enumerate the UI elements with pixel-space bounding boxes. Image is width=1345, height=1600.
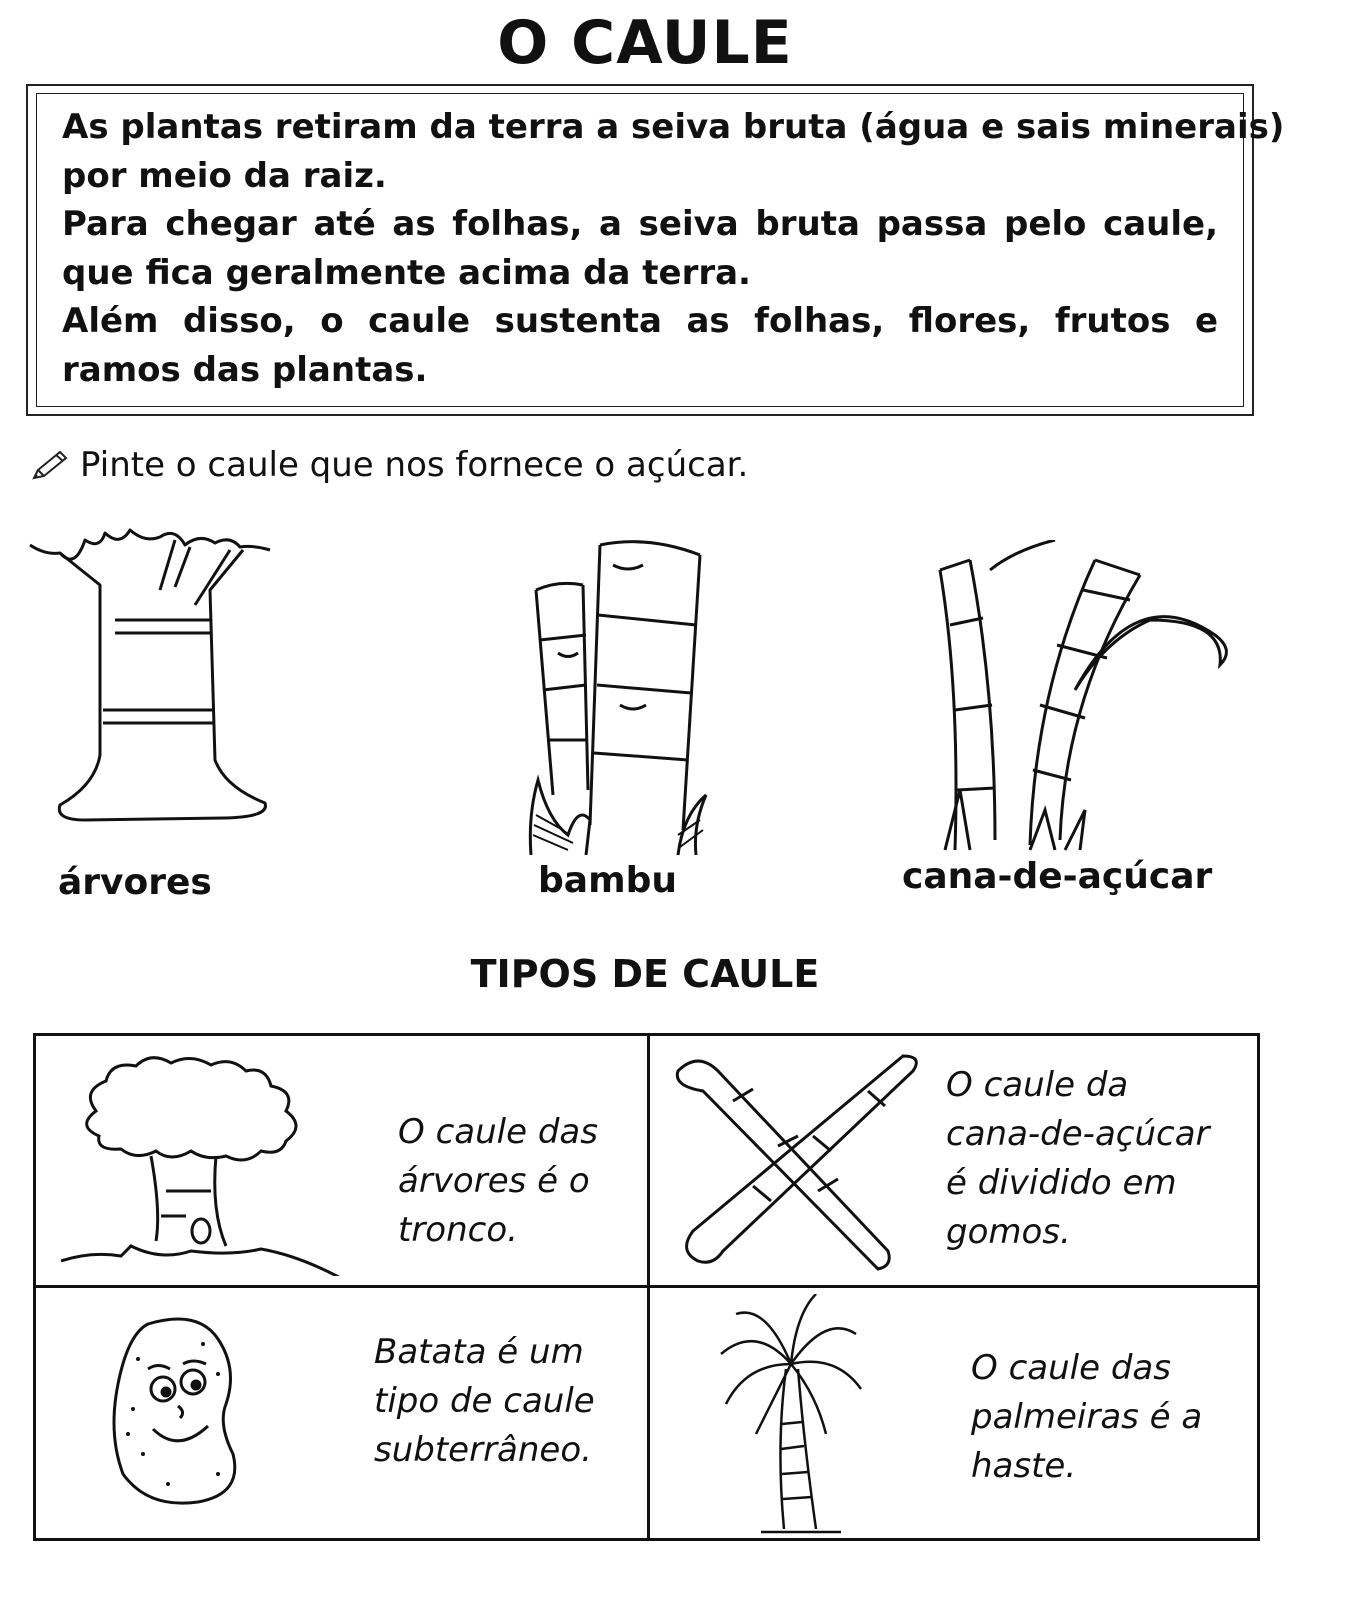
stem-label-bambu: bambu: [538, 860, 677, 901]
stem-label-cana: cana-de-açúcar: [902, 856, 1213, 897]
instruction-text: Pinte o caule que nos fornece o açúcar.: [80, 445, 749, 485]
info-line: por meio da raiz.: [62, 156, 387, 196]
sugarcane-icon: [935, 540, 1235, 855]
info-line: ramos das plantas.: [62, 350, 428, 390]
tree-icon: [61, 1051, 351, 1276]
palm-tree-icon: [716, 1294, 866, 1539]
types-table: [33, 1033, 1260, 1541]
type-text-batata: Batata é um tipo de caule subterrâneo.: [374, 1332, 595, 1470]
table-divider-horizontal: [36, 1285, 1257, 1288]
type-text-palmeiras: O caule das palmeiras é a haste.: [971, 1348, 1203, 1486]
tree-trunk-icon: [25, 525, 280, 830]
types-heading: TIPOS DE CAULE: [470, 952, 820, 996]
stem-label-arvores: árvores: [58, 862, 212, 903]
bamboo-icon: [528, 535, 708, 860]
type-text-arvores: O caule das árvores é o tronco.: [398, 1112, 598, 1250]
potato-icon: [108, 1314, 248, 1509]
pencil-icon: [30, 448, 70, 482]
page-title: O CAULE: [497, 8, 793, 78]
crossed-sugarcane-icon: [673, 1051, 923, 1276]
info-line: que fica geralmente acima da terra.: [62, 253, 751, 293]
type-text-cana: O caule da cana-de-açúcar é dividido em gomos.: [946, 1065, 1210, 1252]
info-line: As plantas retiram da terra a seiva bruta (água e sais minerais): [62, 107, 1285, 147]
info-line: Para chegar até as folhas, a seiva bruta passa pelo caule,: [62, 204, 1218, 244]
instruction: [30, 440, 748, 490]
info-line: Além disso, o caule sustenta as folhas, flores, frutos e: [62, 301, 1218, 341]
